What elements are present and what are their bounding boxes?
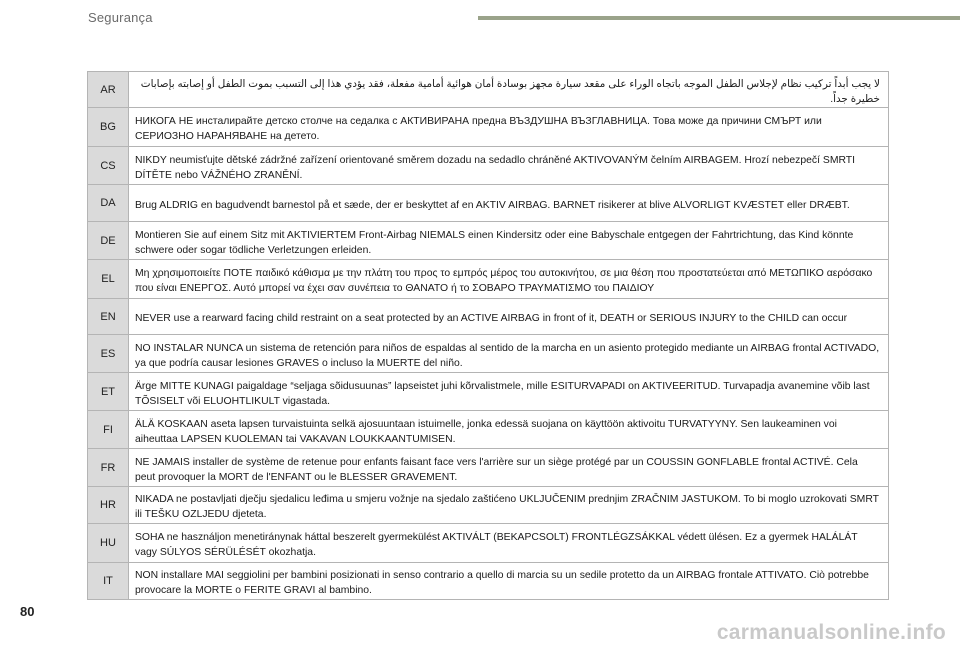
- warning-text: NIKDY neumisťujte dětské zádržné zařízení orientované směrem dozadu na sedadlo chráněné AKTIVOVANÝM čelním AIRBAGEM. Hrozí nebezpečí SMRTI DÍTĚTE nebo VÁŽNÉHO ZRANĚNÍ.: [128, 147, 889, 184]
- warning-text: Ärge MITTE KUNAGI paigaldage “seljaga sõidusuunas” lapseistet juhi kõrvalistmele, mille ESITURVAPADI on AKTIVEERITUD. Turvapadja avanemine võib last TÕSISELT või ELUOHTLIKULT vigastada.: [128, 373, 889, 410]
- table-row: [87, 563, 889, 600]
- warning-text: ÄLÄ KOSKAAN aseta lapsen turvaistuinta selkä ajosuuntaan istuimelle, jonka edessä suojana on käyttöön aktivoitu TURVATYYNY. Sen laukeaminen voi aiheuttaa LAPSEN KUOLEMAN tai VAKAVAN LOUKKAANTUMISEN.: [128, 411, 889, 448]
- language-code: FI: [87, 411, 128, 448]
- warning-text: SOHA ne használjon menetiránynak háttal beszerelt gyermekülést AKTIVÁLT (BEKAPCSOLT) FRONTLÉGZSÁKKAL védett ülésen. Ez a gyermek HALÁLÁT vagy SÚLYOS SÉRÜLÉSÉT okozhatja.: [128, 524, 889, 562]
- language-code: EL: [87, 260, 128, 298]
- page-section-title: Segurança: [88, 10, 153, 25]
- warning-text: NEVER use a rearward facing child restraint on a seat protected by an ACTIVE AIRBAG in front of it, DEATH or SERIOUS INJURY to the CHILD can occur: [128, 299, 889, 334]
- table-row: [87, 222, 889, 260]
- warning-table: [87, 71, 889, 600]
- language-code: FR: [87, 449, 128, 486]
- language-code: IT: [87, 563, 128, 599]
- warning-text: Μη χρησιμοποιείτε ΠΟΤΕ παιδικό κάθισμα με την πλάτη του προς το εμπρός μέρος του αυτοκινήτου, σε μια θέση που προστατεύεται από ΜΕΤΩΠΙΚΟ αερόσακο που είναι ΕΝΕΡΓΟΣ. Αυτό μπορεί να έχει σαν συνέπεια το ΘΑΝΑΤΟ ή το ΣΟΒΑΡΟ ΤΡΑΥΜΑΤΙΣΜΟ του ΠΑΙΔΙΟΥ: [128, 260, 889, 298]
- table-row: [87, 373, 889, 411]
- warning-text: لا يجب أبداً تركيب نظام لإجلاس الطفل الموجه باتجاه الوراء على مقعد سيارة مجهز بوسادة أمان هوائية أمامية مفعلة، فقد يؤدي هذا إلى التسبب بموت الطفل أو إصابته بإصابات خطيرة جداً.: [128, 72, 889, 107]
- table-row: [87, 411, 889, 449]
- table-row: [87, 524, 889, 563]
- table-row: [87, 185, 889, 222]
- table-row: [87, 487, 889, 524]
- language-code: BG: [87, 108, 128, 146]
- table-row: [87, 449, 889, 487]
- page-number: 80: [20, 604, 35, 619]
- language-code: ET: [87, 373, 128, 410]
- language-code: DA: [87, 185, 128, 221]
- warning-text: НИКОГА НЕ инсталирайте детско столче на седалка с АКТИВИРАНА предна ВЪЗДУШНА ВЪЗГЛАВНИЦА. Това може да причини СМЪРТ или СЕРИОЗНО НАРАНЯВАНЕ на детето.: [128, 108, 889, 146]
- language-code: EN: [87, 299, 128, 334]
- warning-text: Brug ALDRIG en bagudvendt barnestol på et sæde, der er beskyttet af en AKTIV AIRBAG. BARNET risikerer at blive ALVORLIGT KVÆSTET eller DRÆBT.: [128, 185, 889, 221]
- language-code: HR: [87, 487, 128, 523]
- table-row: [87, 335, 889, 373]
- language-code: HU: [87, 524, 128, 562]
- header-divider: [478, 16, 960, 20]
- warning-text: NIKADA ne postavljati dječju sjedalicu leđima u smjeru vožnje na sjedalo zaštićeno UKLJUČENIM prednjim ZRAČNIM JASTUKOM. To bi moglo uzrokovati SMRT ili TEŠKU OZLJEDU djeteta.: [128, 487, 889, 523]
- table-row: [87, 72, 889, 108]
- table-row: [87, 299, 889, 335]
- language-code: ES: [87, 335, 128, 372]
- warning-text: NE JAMAIS installer de système de retenue pour enfants faisant face vers l'arrière sur un siège protégé par un COUSSIN GONFLABLE frontal ACTIVÉ. Cela peut provoquer la MORT de l'ENFANT ou le BLESSER GRAVEMENT.: [128, 449, 889, 486]
- language-code: DE: [87, 222, 128, 259]
- warning-text: NO INSTALAR NUNCA un sistema de retención para niños de espaldas al sentido de la marcha en un asiento protegido mediante un AIRBAG frontal ACTIVADO, ya que podría causar lesiones GRAVES o incluso la MUERTE del niño.: [128, 335, 889, 372]
- language-code: AR: [87, 72, 128, 107]
- language-code: CS: [87, 147, 128, 184]
- table-row: [87, 147, 889, 185]
- warning-text: NON installare MAI seggiolini per bambini posizionati in senso contrario a quello di marcia su un sedile protetto da un AIRBAG frontale ATTIVATO. Ciò potrebbe provocare la MORTE o FERITE GRAVI al bambino.: [128, 563, 889, 599]
- warning-text: Montieren Sie auf einem Sitz mit AKTIVIERTEM Front-Airbag NIEMALS einen Kindersitz oder eine Babyschale entgegen der Fahrtrichtung, das Kind könnte schwere oder sogar tödliche Verletzungen erleiden.: [128, 222, 889, 259]
- watermark: carmanualsonline.info: [716, 621, 946, 644]
- table-row: [87, 260, 889, 299]
- table-row: [87, 108, 889, 147]
